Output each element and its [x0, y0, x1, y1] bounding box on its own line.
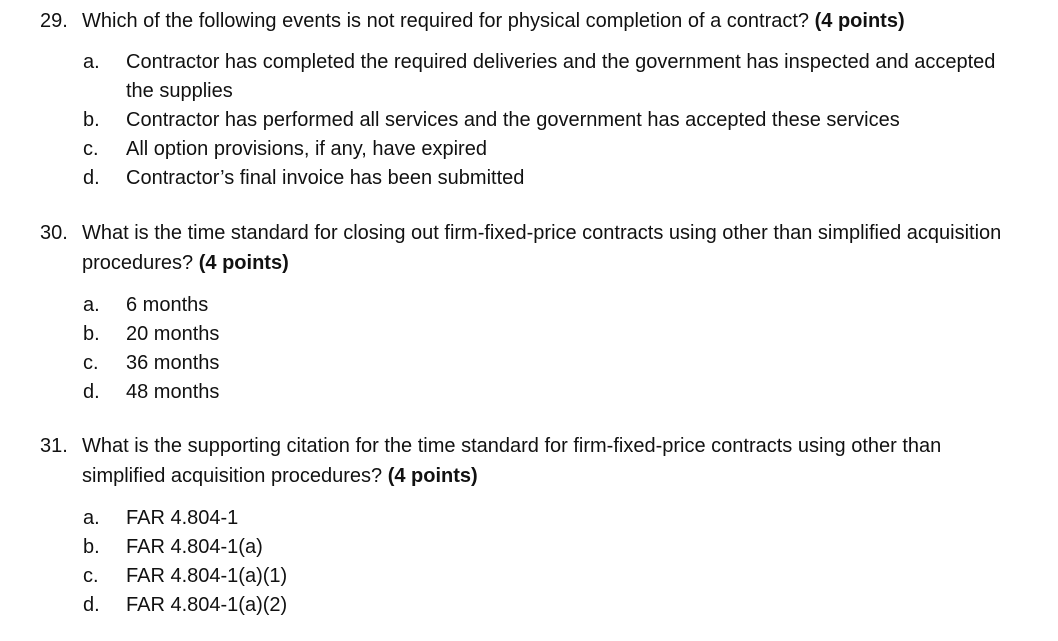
question-text: What is the time standard for closing out firm-fixed-price contracts using other than simplified acquisition procedures?	[82, 222, 1002, 274]
question-text-block	[82, 431, 1002, 491]
option-d[interactable]	[0, 378, 1058, 407]
option-letter: d.	[83, 381, 100, 403]
option-text: FAR 4.804-1(a)(2)	[126, 594, 288, 616]
option-text: FAR 4.804-1(a)	[126, 536, 263, 558]
option-text: 20 months	[126, 323, 220, 345]
option-letter: a.	[83, 507, 100, 529]
option-c[interactable]	[0, 562, 1058, 591]
option-letter: b.	[83, 109, 100, 131]
question-points: (4 points)	[814, 10, 905, 32]
question-stem	[0, 6, 1058, 36]
option-text: Contractor’s final invoice has been submitted	[126, 167, 525, 189]
option-a[interactable]	[0, 504, 1058, 533]
question-number: 29.	[40, 10, 68, 32]
question-text: What is the supporting citation for the time standard for firm-fixed-price contracts using other than simplified acquisition procedures?	[82, 435, 942, 487]
question-text-block	[82, 6, 1002, 36]
option-letter: d.	[83, 594, 100, 616]
question-number: 30.	[40, 222, 68, 244]
option-text: 6 months	[126, 294, 209, 316]
option-d[interactable]	[0, 164, 1058, 193]
option-c[interactable]	[0, 135, 1058, 164]
question-29	[0, 6, 1058, 193]
option-letter: b.	[83, 536, 100, 558]
option-letter: a.	[83, 294, 100, 316]
option-letter: c.	[83, 138, 99, 160]
option-text: FAR 4.804-1	[126, 507, 239, 529]
option-text: All option provisions, if any, have expired	[126, 138, 487, 160]
question-points: (4 points)	[387, 465, 478, 487]
option-letter: d.	[83, 167, 100, 189]
option-letter: c.	[83, 352, 99, 374]
option-c[interactable]	[0, 349, 1058, 378]
option-text: Contractor has performed all services and the government has accepted these services	[126, 109, 900, 131]
option-text: 48 months	[126, 381, 220, 403]
option-list	[0, 504, 1058, 620]
question-30	[0, 218, 1058, 407]
option-a[interactable]	[0, 48, 1058, 106]
option-text: Contractor has completed the required deliveries and the government has inspected and accepted the supplies	[126, 51, 996, 102]
option-list	[0, 48, 1058, 193]
option-letter: c.	[83, 565, 99, 587]
option-letter: a.	[83, 51, 100, 73]
option-b[interactable]	[0, 320, 1058, 349]
question-stem	[0, 218, 1058, 278]
question-text: Which of the following events is not required for physical completion of a contract?	[82, 10, 810, 32]
option-list	[0, 291, 1058, 407]
option-a[interactable]	[0, 291, 1058, 320]
option-b[interactable]	[0, 533, 1058, 562]
option-text: FAR 4.804-1(a)(1)	[126, 565, 288, 587]
question-number: 31.	[40, 435, 68, 457]
question-text-block	[82, 218, 1002, 278]
option-d[interactable]	[0, 591, 1058, 620]
option-b[interactable]	[0, 106, 1058, 135]
question-31	[0, 431, 1058, 620]
option-letter: b.	[83, 323, 100, 345]
option-text: 36 months	[126, 352, 220, 374]
question-points: (4 points)	[198, 252, 289, 274]
question-stem	[0, 431, 1058, 491]
